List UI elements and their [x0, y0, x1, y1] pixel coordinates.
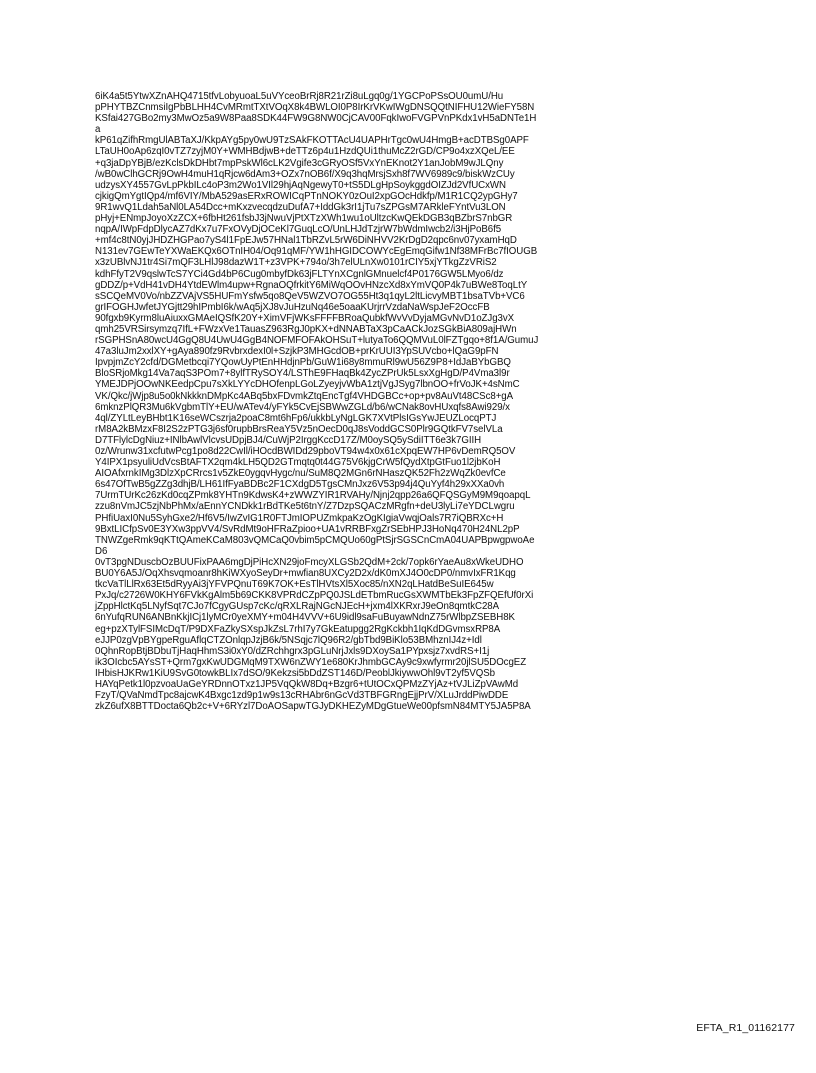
- encoded-text-line: 0z/Wrunw31xcfutwPcg1po8d22CwIl/iHOcdBWIDd29pboVT94w4x0x61cXpqEW7HP6vDemRQ5OV: [95, 446, 516, 457]
- encoded-text-line: jZppHlctKq5LNyfSqt7CJo7fCgyGUsp7cKc/qRXLRajNGcNJEcH+jxm4lXKRxrJ9eOn8qmtkC28A: [95, 601, 500, 613]
- encoded-text-line: HAYqPetk1l0pzvoaUaGeYRDnnOTxz1JP5VqQkW8Dq+Bzgr6+tUtOCxQPMzZYjAz+tVJLiZpVAwMd: [95, 678, 519, 690]
- encoded-text-line: ik3OIcbc5AYsST+Qrm7gxKwUDGMqM9TXW6nZWY1e680KrJhmbGCAy9c9xwfyrmr20jlSU5DOcgEZ: [95, 656, 527, 668]
- encoded-text-line: rM8A2kBMzxF8I2S2zPTG3j6sf0rupbBrsReaY5Vz5nOecD0qJ8sVoddGCS0Plr9GQtkFV7selVLa: [95, 423, 503, 435]
- encoded-text-line: cjkigQmYgtIQp4/mf6VIY/MbA529asERxROWICqPTnNOKY0zOuI2xpGOcHdkfp/M1R1CQ2ypGHy7: [95, 190, 518, 202]
- encoded-text-line: 9R1wvQ1Ldah5aNl0LA54Dcc+mKxzvecqdzuDufA7+IddGk3rI1jTu7sZPGsM7ARkleFYntVu3LON: [95, 201, 506, 213]
- encoded-text-line: BloSRjoMkg14Va7aqS3POm7+8ylfTRySOY4/LSThE9FHaqBk4ZycZPrUk5LsxXgHgD/P4Vma3l9r: [95, 368, 510, 380]
- encoded-text-line: N131ev7GEwTeYXWaEKQx6OTnIH04/Oq91qMF/YW1hHGIDCOWYcEgEmqGifw1Nf38MFrBc7fIOUGB: [95, 246, 538, 258]
- encoded-text-line: pPHYTBZCnmsiIgPbBLHH4CvMRmtTXtVOqX8k4BWLOI0P8IrKrVKwIWgDNSQQtNIFHU12WieFY58N: [95, 102, 535, 114]
- encoded-text-line: IHbisHJKRw1KiU9SvG0towkBLIx7dSO/9Kekzsi5bDdZST146D/PeoblJkiywwOhl9vT2yf5VQSb: [95, 667, 496, 679]
- encoded-text-line: +mf4c8tN0yjJHDZHGPao7yS4l1FpEJw57HNal1TbRZvL5rW6DiNHVV2KrDgD2qpc6nv07yxamHqD: [95, 235, 517, 247]
- encoded-text-line: nqpA/IWpFdpDlycAZ7dKx7u7FxOVyDjOCeKl7GuqLcO/UnLHJdTzjrW7bWdmIwcb2/i3HjPoB6f5: [95, 224, 502, 236]
- encoded-text-line: D6: [95, 545, 108, 557]
- encoded-text-line: 9BxtLICfpSv0E3YXw3ppVV4/SvRdMt9oHFRaZpioo+UA1vRRBFxgZrSEbHPJ3HoNq470H24NL2pP: [95, 523, 520, 535]
- encoded-text-line: D7TFlylcDgNiuz+INlbAwlVlcvsUDpjBJ4/CuWjP2IrggKccD17Z/M0oySQ5ySdiITT6e3k7GIIH: [95, 434, 482, 446]
- encoded-text-line: 0vT3pgNDuscbOzBUUFixPAA6mgDjPiHcXN29joFmcyXLGSb2QdM+2ck/7opk6rYaeAu8xWkeUDHO: [95, 556, 524, 568]
- encoded-text-line: 0QhnRopBtjBDbuTjHaqHhmS3i0xY0/dZRchhgrx3pGLuNrjJxls9DXoySa1PYpxsjz7xvdRS+I1j: [95, 645, 490, 657]
- encoded-text-block: [95, 91, 735, 712]
- encoded-text-line: LTaUH0oAp6zqI0vTZ7zyjM0Y+WMHBdjwB+deTTz6p4u1HzdQUi1thuMcZ2rGD/CP9o4xzXQeL/EE: [95, 146, 515, 158]
- encoded-text-line: PHfiUaxI0Nu5SyhGxe2/Hf6V5/IwZvIG1R0FTJmIOPUZmkpaKzOgKIgiaVwqjOals7R7iQBRXc+H: [95, 512, 504, 524]
- encoded-text-line: eg+pzXTylFSIMcDqT/P9DXFaZkySXspJkZsL7rhI7y7GkEatupgg2RgKckbh1IqKdDGvmsxRP8A: [95, 623, 501, 635]
- encoded-text-line: AIOAfxrnkIMg3DlzXpCRrcs1v5ZkE0ygqvHygc/nu/SuM8Q2MGn6rNHaszQK52Fh2zWqZk0evfCe: [95, 468, 506, 480]
- encoded-text-line: sSCQeMV0Vo/nbZZVAjVS5HUFmYsfw5qo8QeV5WZVO7OG55Ht3q1qyL2ltLicvyMBT1bsaTVb+VC6: [95, 290, 525, 302]
- encoded-text-line: 6nYufqRUN6ANBnKkjICj1lyMCr0yeXMY+m04H4VVV+6U9idl9saFuBuyawNdnZ75rWlbpZSEBH8K: [95, 612, 515, 624]
- encoded-text-line: 6iK4a5t5YtwXZnAHQ4715tfvLobyuoaL5uVYceoBrRj8R21rZi8uLgq0g/1YGCPoPSsOU0umU/Hu: [95, 91, 504, 102]
- encoded-text-line: kP61qZifhRmgUlABTaXJ/KkpAYg5py0wU9TzSAkFKOTTAcU4UAPHrTgc0wU4HmgB+acDTBSg0APF: [95, 135, 529, 147]
- encoded-text-line: zzu8nVmJC5zjNbPhMx/aEnnYCNDkk1rBdTKe5t6tnY/Z7DzpSQACzMRgfn+deU3lyLi7eYDCLwgru: [95, 501, 515, 513]
- encoded-text-line: eJJP0zgVpBYgpeRguAflqCTZOnlqpJzjB6k/5NSqjc7lQ96R2/gbTbd9BiKlo53BMhznIJ4z+Idl: [95, 634, 482, 646]
- encoded-text-line: FzyT/QVaNmdTpc8ajcwK4Bxgc1zd9p1w9s13cRHAbr6nGcVd3TBFGRngEjjPrV/XLuJrddPiwDDE: [95, 690, 509, 702]
- encoded-text-line: udzysXY4557GvLpPkbILc4oP3m2Wo1VIl29hjAqNgewyT0+tS5DLgHpSoykggdOIZJd2VfUCxWN: [95, 179, 506, 191]
- encoded-text-line: 6mknzPlQR3Mu6kVgbmTlY+EU/wATev4/yFYk5CvEjSBWwZGLd/b6/wCNak8ovHUxqfs8Awi929/x: [95, 401, 510, 413]
- encoded-text-line: +q3jaDpYBjB/ezKclsDkDHbt7mpPskWl6cLK2Vgife3cGRyOSf5VxYnEKnot2Y1anJobM9wJLQny: [95, 157, 504, 169]
- encoded-text-line: /wB0wClhGCRj9OwH4muH1qRjcw6dAm3+OZx7nOB6f/X9q3hqMrsjSxh8f7WV6989c9/biskWzCUy: [95, 168, 515, 180]
- encoded-text-line: KSfai427GBo2my3MwOz5a9W8Paa8SDK44FW9G8NW0CjCAV00FqkIwoFVGPVnPKdx1vH5aDNTe1H: [95, 113, 537, 125]
- encoded-text-line: VK/Qkc/jWjp8u5o0kNkkknDMpKc4ABq5bxFDvmkZtqEncTgf4VHDGBCc+op+pv8AuVt48CSc8+gA: [95, 390, 514, 402]
- encoded-text-line: 90fgxb9Kyrm8luAiuxxGMAeIQSfK20Y+XimVFjWKsFFFFBRoaQubkfWvVvDyjaMGvNvD1oZJg3vX: [95, 312, 515, 324]
- encoded-text-line: YMEJDPjOOwNKEedpCpu7sXkLYYcDHOfenpLGoLZyeyjvWbA1ztjVgJSyg7lbnOO+frVoJK+4sNmC: [95, 379, 520, 391]
- encoded-text-line: rSGPHSnA80wcU4GgQ8U4UwU4GgB4NOFMFOFAkOHSuT+lutyaTo6QQMVuL0lFZTgqo+8f1A/GumuJ: [95, 335, 539, 347]
- encoded-text-line: kdhFfyT2V9qslwTcS7YCi4Gd4bP6Cug0mbyfDk63jFLTYnXCgnlGMnuelcf4P0176GW5LMyo6/dz: [95, 268, 504, 280]
- encoded-text-line: a: [95, 124, 101, 136]
- encoded-text-line: 4ql/ZYLtLeyBHbt1K16seWCszrja2poaC8mt6hFp6/ukkbLyNgLGK7XVtPlsIGsYwJEUZLocqPTJ: [95, 412, 497, 424]
- encoded-text-line: TNWZgeRmk9qKTtQAmeKCaM803vQMCaQ0vbim5pCMQUo60gPtSjrSGSCnCmA04UAPBpwgpwoAe: [95, 534, 535, 546]
- document-id-footer: EFTA_R1_01162177: [696, 1022, 795, 1034]
- encoded-text-line: grIFOGHJwfetJYGjtt29hIPmbI6k/wAq5jXJ8vJuHzuNq46e5oaaKUrjrrVzdaNaWspJeF2OccFB: [95, 301, 490, 313]
- encoded-text-line: 6s47OfTwB5gZZg3dhjB/LH61IfFyaBDBc2F1CXdgD5TgsCMnJxz6V53p94j4QuYyf4h29xXXa0vh: [95, 479, 505, 491]
- encoded-text-line: tkcVaTlLlRx63Et5dRyyAi3jYFVPQnuT69K7OK+EsTlHVtsXl5Xoc85/nXN2qLHatdBeSuIE645w: [95, 579, 494, 591]
- encoded-text-line: gDDZ/p+VdH41vDH4YtdEWlm4upw+RgnaOQfrkitY6MiWqOOvHNzcXd8xYmVQ0P4k7uBWe8ToqLtY: [95, 279, 528, 291]
- encoded-text-line: 47a3luJm2xxlXY+gAya890fz9RvbrxdexI0l+SzjkP3MHGcdOB+prKrUUI3YpSUVcbo+lQaG9pFN: [95, 346, 499, 358]
- encoded-text-line: pHyj+ENmpJoyoXzZCX+6fbHt261fsbJ3jNwuVjPtXTzXWh1wu1oUltzcKwQEkDGB3qBZbrS7nbGR: [95, 213, 513, 225]
- encoded-text-line: qmh25VRSirsymzq7IfL+FWzxVe1TauasZ963RgJ0pKX+dNNABTaX3pCaACkJozSGkBiA809ajHWn: [95, 323, 517, 335]
- encoded-text-line: x3zUBlvNJ1tr4Si7mQF3LHlJ98dazW1T+z3VPK+794o/3h7elULnXw0101rCIY5xjYTkgZzVRiS2: [95, 257, 497, 269]
- encoded-text-line: Y4IPX1psyuliUdVcsBtAFTX2qm4kLH5QD2GTmqtq0t44G75V6kjgCrW5fQydXtpGtFuo1l2jbKoH: [95, 457, 501, 469]
- encoded-text-line: zkZ6ufX8BTTDocta6Qb2c+V+6RYzl7DoAOSapwTGJyDKHEZyMDgGtueWe00pfsmN84MTY5JA5P8A: [95, 701, 531, 713]
- encoded-text-line: 7UrmTUrKc26zKd0cqZPmk8YHTn9KdwsK4+zWWZYIR1RVAHy/Njnj2qpp26a6QFQSGyM9M9qoapqL: [95, 490, 531, 502]
- encoded-text-line: PxJq/c2726W0KHY6FVkKgAlm5b69CKK8VPRdCZpPQ0JSLdETbmRucGsXWMTbEk3FpZFQEfUf0rXi: [95, 590, 534, 602]
- encoded-text-line: BU0Y6A5J/OqXhsvqmoanr8hKiWXyoSeyDr+mwfian8UXCy2D2x/dK0mXJ4O0cDP0/nmvIxFR1Kqg: [95, 568, 516, 580]
- encoded-text-line: IpvpjmZcY2cfd/DGMetbcqi7YQowUyPtEnHHdjnPb/GuW1i68y8mmuRl9wU56Z9P8+IdJaBYbGBQ: [95, 357, 511, 369]
